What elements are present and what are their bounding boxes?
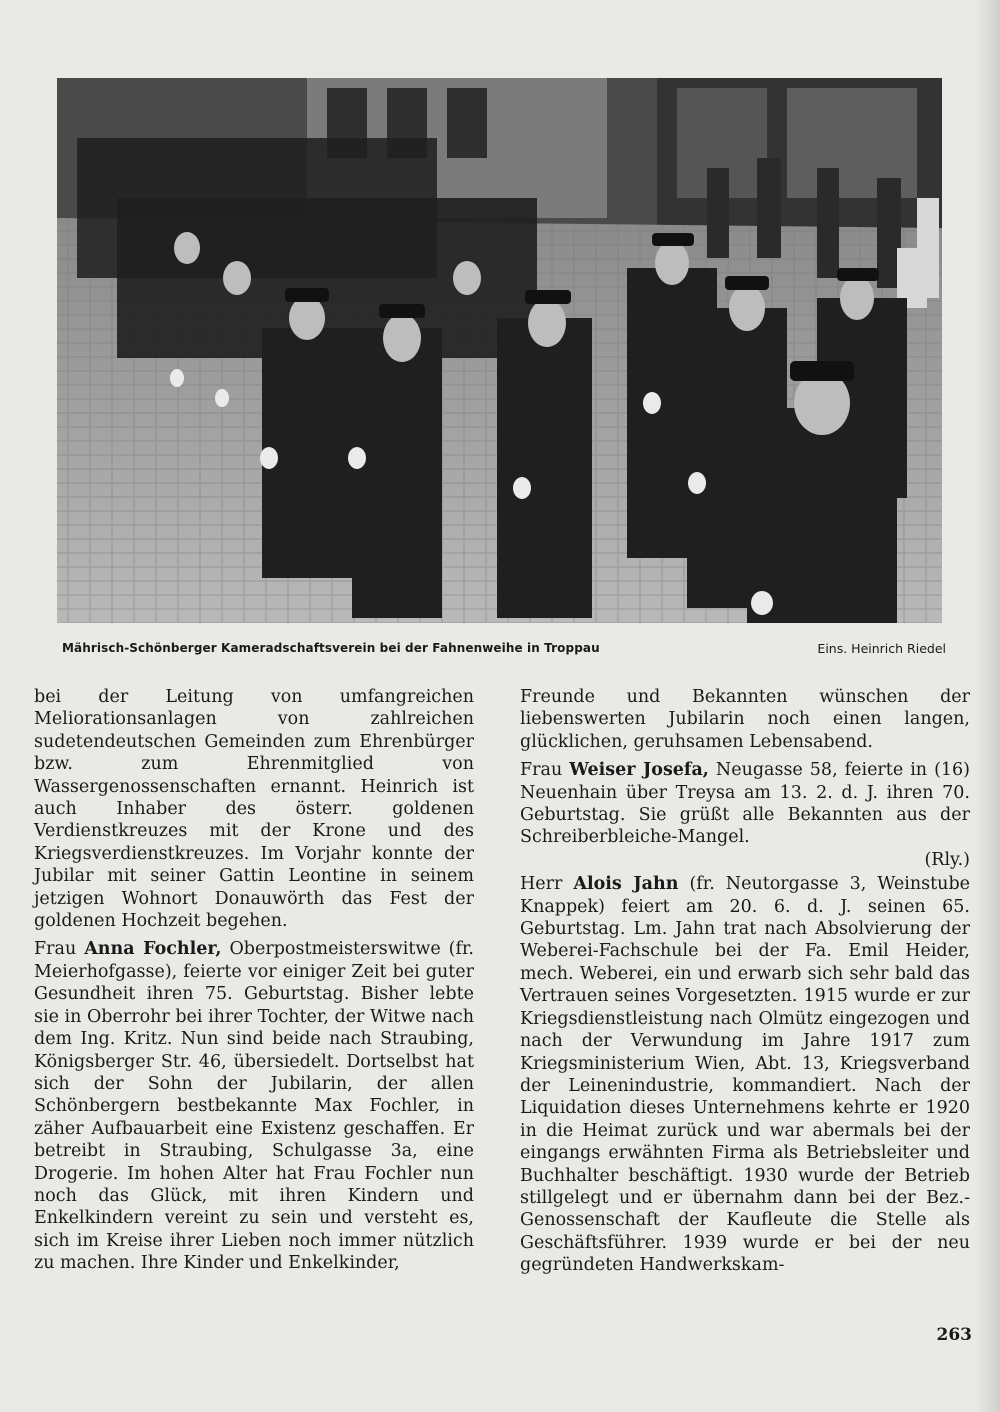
left-paragraph-2-text: Oberpostmeisterswitwe (fr. Meierhofgasse), feierte vor einiger Zeit bei guter Gesundheit ihren 75. Geburtstag. Bisher lebte sie in Oberrohr bei ihrer Tochter, der Witwe nach dem Ing. Kritz. Nun sind beide nach Straubing, Königsberger Str. 46, übersiedelt. Dortselbst hat sich der Sohn der Jubilarin, der allen Schönbergern bestbekannte Max Fochler, in zäher Aufbauarbeit eine Existenz geschaffen. Er betreibt in Straubing, Schulgasse 3a, eine Drogerie. Im hohen Alter hat Frau Fochler nun noch das Glück, mit ihren Kindern und Enkelkindern vereint zu sein und versteht es, sich im Kreise ihrer Lieben noch immer nützlich zu machen. Ihre Kinder und Enkelkinder, <box>34 939 474 1274</box>
right-paragraph-2-text: Neugasse 58, feierte in (16) Neuenhain über Treysa am 13. 2. d. J. ihren 70. Geburtstag. Sie grüßt alle Bekannten aus der Schreiberbleiche-Mangel. <box>520 760 970 848</box>
right-paragraph-3-prefix: Herr <box>520 874 574 895</box>
person-name-weiser-josefa: Weiser Josefa, <box>569 760 709 781</box>
photo-caption: Mährisch-Schönberger Kameradschaftsverein bei der Fahnenweihe in Troppau <box>62 641 600 655</box>
person-name-anna-fochler: Anna Fochler, <box>84 939 222 960</box>
right-paragraph-2 <box>520 759 970 849</box>
right-paragraph-2-prefix: Frau <box>520 760 570 781</box>
author-signature: (Rly.) <box>924 849 970 870</box>
person-name-alois-jahn: Alois Jahn <box>573 874 679 895</box>
right-paragraph-3-text: (fr. Neutorgasse 3, Weinstube Knappek) feiert am 20. 6. d. J. seinen 65. Geburtstag. Lm. Jahn trat nach Absolvierung der Weberei-Fachschule bei der Fa. Emil Heider, mech. Weberei, ein und erwarb sich sehr bald das Vertrauen seines Vorgesetzten. 1915 wurde er zur Kriegsdienstleistung nach Olmütz eingezogen und nach der Verwundung im Jahre 1917 zum Kriegsministerium Wien, Abt. 13, Kriegsverband der Leinenindustrie, kommandiert. Nach der Liquidation dieses Unternehmens kehrte er 1920 in die Heimat zurück und war abermals bei der eingangs erwähnten Firma als Betriebsleiter und Buchhalter beschäftigt. 1930 wurde der Betrieb stillgelegt und er übernahm dann bei der Bez.-Genossenschaft der Kaufleute die Stelle als Geschäftsführer. 1939 wurde er bei der neu gegründeten Handwerkskam- <box>520 874 970 1276</box>
left-paragraph-1: bei der Leitung von umfangreichen Meliorationsanlagen von zahlreichen sudetendeutschen Gemeinden zum Ehrenbürger bzw. zum Ehrenmitglied von Wassergenossenschaften ernannt. Heinrich ist auch Inhaber des österr. goldenen Verdienstkreuzes mit der Krone und des Kriegsverdienstkreuzes. Im Vorjahr konnte der Jubilar mit seiner Gattin Leontine in seinem jetzigen Wohnort Donauwörth das Fest der goldenen Hochzeit begehen. <box>34 687 474 932</box>
photo-credit: Eins. Heinrich Riedel <box>817 641 946 656</box>
right-paragraph-1: Freunde und Bekannten wünschen der liebenswerten Jubilarin noch einen langen, glücklichen, geruhsamen Lebensabend. <box>520 687 970 752</box>
right-column <box>520 686 970 1277</box>
left-paragraph-2 <box>34 938 474 1274</box>
left-column <box>34 686 474 1275</box>
page-edge-shadow <box>974 0 1000 1412</box>
page-number: 263 <box>936 1325 972 1345</box>
left-paragraph-2-prefix: Frau <box>34 939 85 960</box>
parade-photo <box>57 78 942 623</box>
right-paragraph-3 <box>520 873 970 1276</box>
